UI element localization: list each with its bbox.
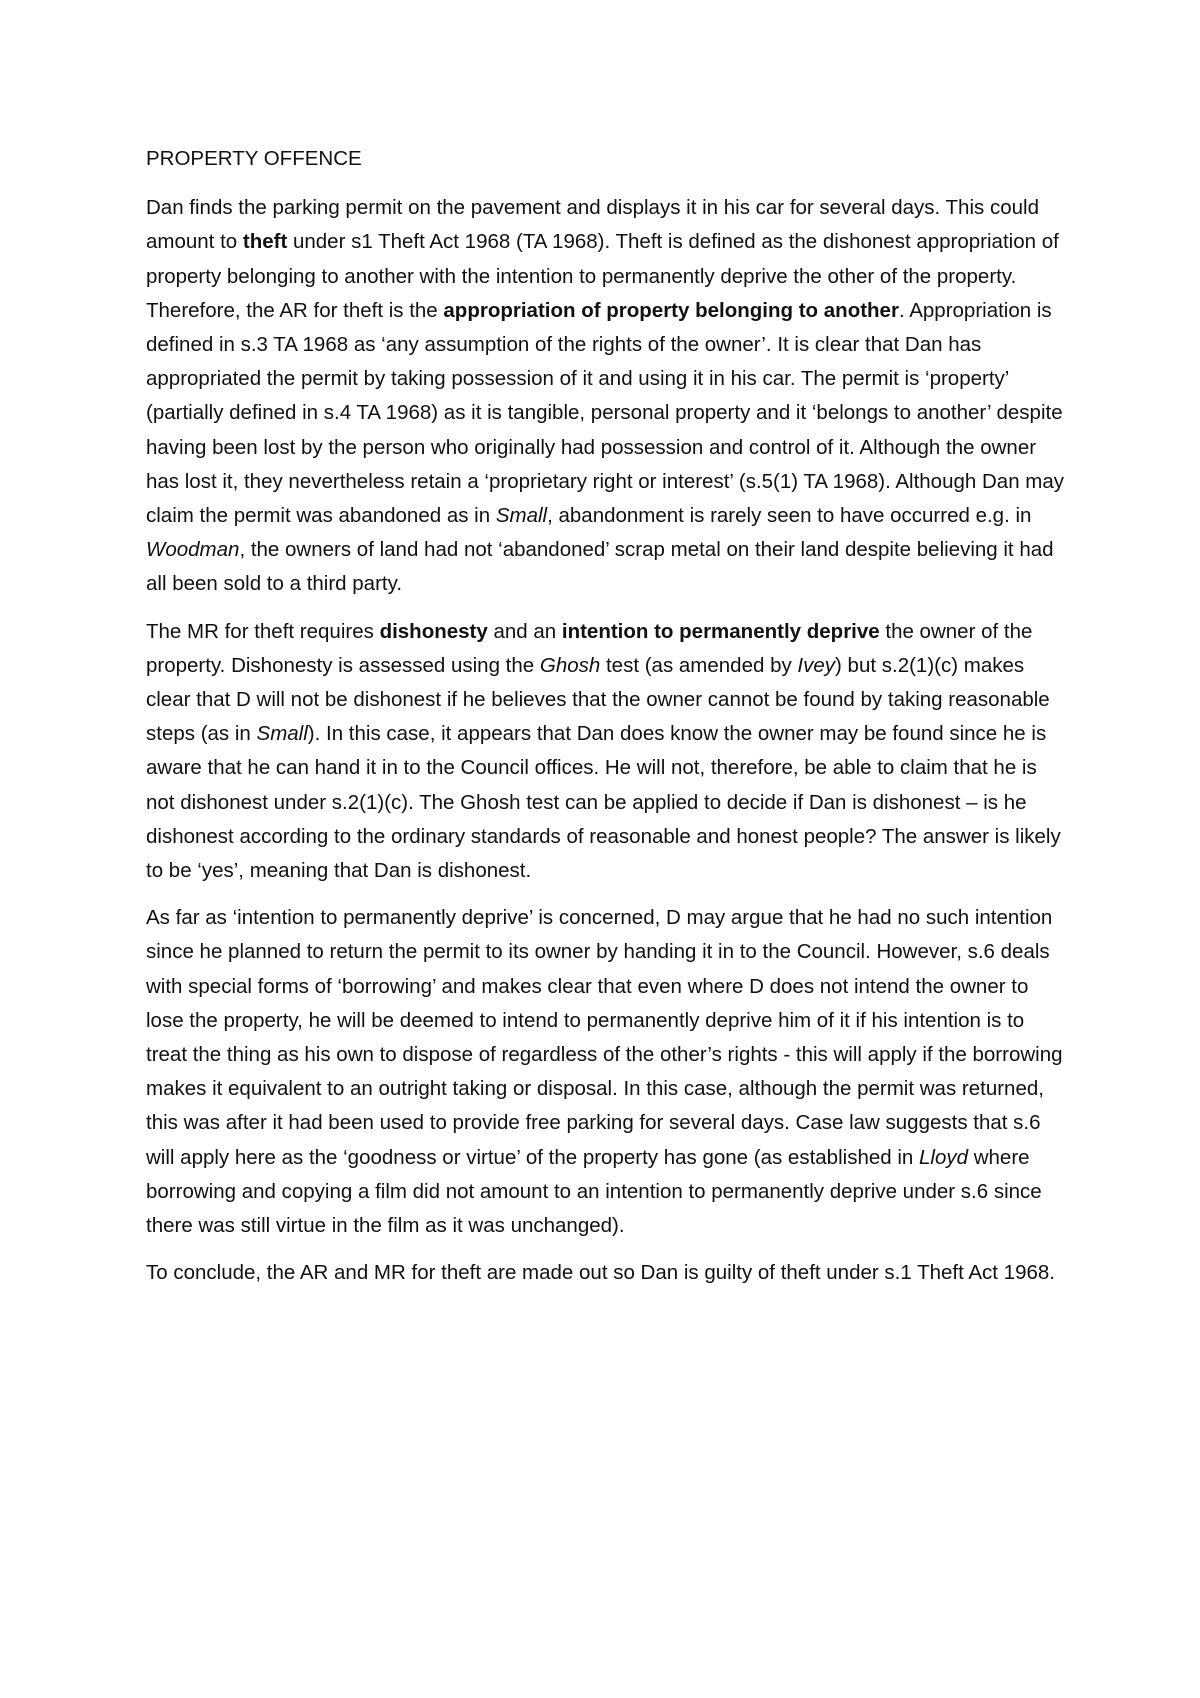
case-name: Ghosh — [539, 653, 601, 677]
case-name: Lloyd — [919, 1145, 969, 1169]
text-run: Dan finds the parking permit on the pavement and displays it in his car for several days. This could amount to — [146, 196, 1039, 254]
document-body — [146, 191, 1068, 1290]
text-run: . Appropriation is defined in s.3 TA 1968 as ‘any assumption of the rights of the owner’. It is clear that Dan has appropriated the permit by taking possession of it and using it in his car. The permit is ‘property’ (partially defined in s.4 TA 1968) as it is tangible, personal property and it ‘belongs to another’ despite having been lost by the person who originally had possession and control of it. Although the owner has lost it, they nevertheless retain a ‘proprietary right or interest’ (s.5(1) TA 1968). Although Dan may claim the permit was abandoned as in — [146, 298, 1065, 528]
document-heading: PROPERTY OFFENCE — [146, 147, 362, 170]
paragraph — [146, 901, 1068, 1243]
text-run: under s1 Theft Act 1968 (TA 1968). Theft is defined as the dishonest appropriation of property belonging to another with the intention to permanently deprive the other of the property. Therefore, the AR for theft is the — [146, 230, 1059, 322]
text-run: ). In this case, it appears that Dan does know the owner may be found since he is aware that he can hand it in to the Council offices. He will not, therefore, be able to claim that he is not dishonest under s.2(1)(c). The Ghosh test can be applied to decide if Dan is dishonest – is he dishonest according to the ordinary standards of reasonable and honest people? The answer is likely to be ‘yes’, meaning that Dan is dishonest. — [146, 722, 1061, 883]
document-page — [146, 142, 1068, 1304]
case-name: Small — [256, 722, 308, 746]
text-run: , abandonment is rarely seen to have occurred e.g. in — [547, 504, 1032, 528]
text-run: ) but s.2(1)(c) makes clear that D will not be dishonest if he believes that the owner cannot be found by taking reasonable steps (as in — [146, 653, 1050, 746]
text-run: the owner of the property. Dishonesty is assessed using the — [146, 619, 1033, 677]
case-name: Small — [495, 504, 548, 528]
paragraph — [146, 615, 1068, 889]
text-run: To conclude, the AR and MR for theft are made out so Dan is guilty of theft under s.1 Theft Act 1968. — [146, 1261, 1055, 1285]
case-name: Ivey — [797, 653, 836, 677]
bold-term: intention to permanently deprive — [561, 619, 880, 643]
paragraph — [146, 191, 1068, 601]
paragraph — [146, 1256, 1068, 1290]
text-run: where borrowing and copying a film did not amount to an intention to permanently deprive under s.6 since there was still virtue in the film as it was unchanged). — [146, 1145, 1042, 1238]
text-run: As far as ‘intention to permanently deprive’ is concerned, D may argue that he had no such intention since he planned to return the permit to its owner by handing it in to the Council. However, s.6 deals with special forms of ‘borrowing’ and makes clear that even where D does not intend the owner to lose the property, he will be deemed to intend to permanently deprive him of it if his intention is to treat the thing as his own to dispose of regardless of the other’s rights - this will apply if the borrowing makes it equivalent to an outright taking or disposal. In this case, although the permit was returned, this was after it had been used to provide free parking for several days. Case law suggests that s.6 will apply here as the ‘goodness or virtue’ of the property has gone (as established in — [146, 906, 1063, 1169]
text-run: The MR for theft requires — [146, 619, 380, 643]
bold-term: appropriation of property belonging to another — [443, 298, 899, 322]
text-run: , the owners of land had not ‘abandoned’ scrap metal on their land despite believing it had all been sold to a third party. — [146, 538, 1054, 596]
text-run: test (as amended by — [600, 653, 798, 677]
case-name: Woodman — [146, 538, 240, 562]
text-run: and an — [487, 619, 562, 643]
bold-term: dishonesty — [379, 619, 488, 643]
bold-term: theft — [242, 230, 288, 254]
